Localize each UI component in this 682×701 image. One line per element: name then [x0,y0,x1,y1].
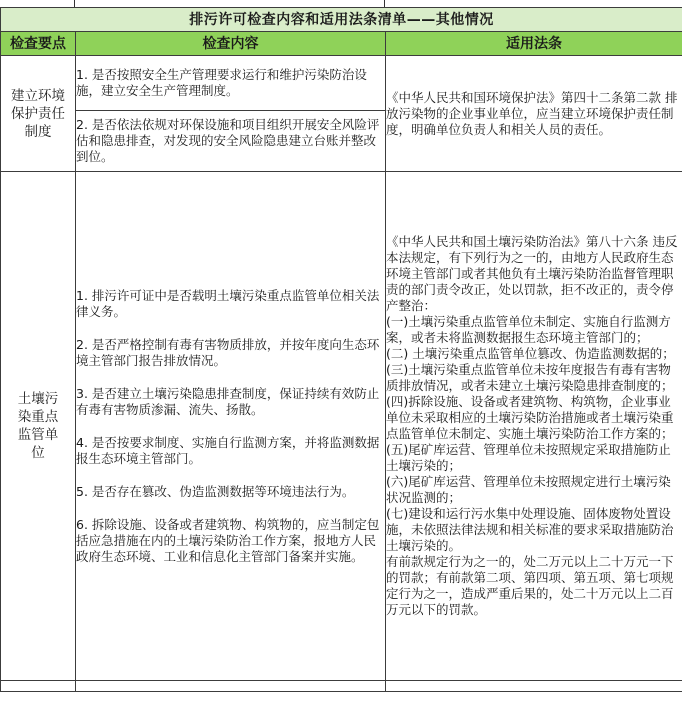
category-cell [1,172,76,681]
list-item: 6. 拆除设施、设备或者建筑物、构筑物的，应当制定包括应急措施在内的土壤污染防治工作方案，报地方人民政府生态环境、工业和信息化主管部门备案并实施。 [76,516,380,564]
category-label: 建立环境保护责任制度 [11,87,65,140]
list-item: 2. 是否严格控制有毒有害物质排放，并按年度向生态环境主管部门报告排放情况。 [76,336,380,368]
check-item: 1. 是否按照安全生产管理要求运行和维护污染防治设施，建立安全生产管理制度。 [76,56,386,111]
header-law: 适用法条 [386,32,682,56]
check-item: 2. 是否依法依规对环保设施和项目组织开展安全风险评估和隐患排查，对发现的安全风险隐患建立台账并整改到位。 [76,111,386,172]
check-items-cell [76,172,386,681]
law-text: 《中华人民共和国土壤污染防治法》第八十六条 违反本法规定，有下列行为之一的，由地方人民政府生态环境主管部门或者其他负有土壤污染防治监督管理职责的部门责令改正，处以罚款，拒不改正的，责令停产整治： (一)土壤污染重点监管单位未制定、实施自行监测方案，或者未将监测数据报生态环境主管部门的； (二) 土壤污染重点监管单位篡改、伪造监测数据的； (三)土壤污染重点监管单位未按年度报告有毒有害物质排放情况，或者未建立土壤污染隐患排查制度的； (四)拆除设施、设备或者建筑物、构筑物，企业事业单位未采取相应的土壤污染防治措施或者土壤污染重点监管单位未制定、实施土壤污染防治工作方案的； (五)尾矿库运营、管理单位未按照规定采取措施防止土壤污染的； (六)尾矿库运营、管理单位未按照规定进行土壤污染状况监测的； (七)建设和运行污水集中处理设施、固体废物处置设施，未依照法律法规和相关标准的要求采取措施防治土壤污染的。 有前款规定行为之一的，处二万元以上二十万元一下的罚款；有前款第二项、第四项、第五项、第七项规定行为之一，造成严重后果的，处二十万元以上二百万元以下的罚款。 [386,234,678,617]
regulation-table [0,7,682,692]
table-row [1,681,682,692]
table-row [1,172,682,681]
table-header-row [1,32,682,56]
list-item: 3. 是否建立土壤污染隐患排查制度，保证持续有效防止有毒有害物质渗漏、流失、扬散。 [76,385,380,417]
law-cell [386,172,682,681]
header-category: 检查要点 [1,32,76,56]
category-cell [1,56,76,172]
law-text: 《中华人民共和国环境保护法》第四十二条第二款 排放污染物的企业事业单位，应当建立环境保护责任制度，明确单位负责人和相关人员的责任。 [386,89,678,137]
list-item: 5. 是否存在篡改、伪造监测数据等环境违法行为。 [76,483,355,499]
list-item: 1. 排污许可证中是否载明土壤污染重点监管单位相关法律义务。 [76,287,380,319]
category-label: 土壤污染重点监管单位 [17,391,59,461]
table-row [1,56,682,111]
previous-row-remnant [0,0,682,7]
list-item: 4. 是否按要求制度、实施自行监测方案，并将监测数据报生态环境主管部门。 [76,434,380,466]
law-cell [386,56,682,172]
check-items-list [76,288,385,565]
table-title-row [1,8,682,32]
header-content: 检查内容 [76,32,386,56]
table-title: 排污许可检查内容和适用法条清单——其他情况 [1,8,682,32]
